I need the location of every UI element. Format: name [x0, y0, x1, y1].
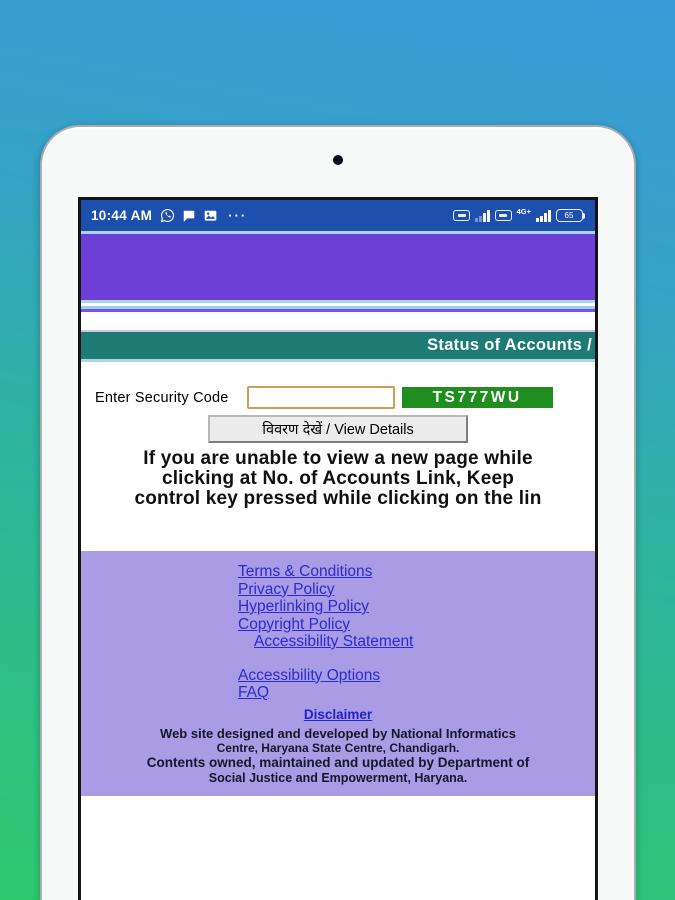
chat-bubble-icon	[182, 209, 196, 223]
footer-links-secondary	[81, 667, 595, 702]
footer-links	[81, 563, 595, 651]
notification-icons	[160, 208, 247, 223]
credit-line: Contents owned, maintained and updated by Department of	[146, 754, 530, 770]
link-terms-conditions[interactable]: Terms & Conditions	[238, 563, 373, 580]
security-code-label: Enter Security Code	[95, 389, 229, 406]
tablet-device-frame	[40, 125, 636, 900]
link-copyright-policy[interactable]: Copyright Policy	[238, 615, 350, 633]
status-bar-right	[453, 209, 585, 222]
sim1-badge-icon	[453, 210, 470, 221]
overflow-menu-icon: ···	[228, 208, 248, 223]
signal-bars-sim1-icon	[475, 210, 490, 222]
disclaimer-row	[81, 706, 595, 724]
credit-line: Centre, Haryana State Centre, Chandigarh.	[216, 740, 460, 755]
battery-percent: 65	[564, 211, 574, 220]
button-row	[81, 415, 595, 443]
security-code-input[interactable]	[247, 386, 395, 409]
sim2-badge-icon	[495, 210, 512, 221]
signal-bars-sim2-icon	[536, 210, 551, 222]
notice-line: control key pressed while clicking on the lin	[134, 488, 542, 509]
footer-credits	[81, 726, 595, 786]
credit-line: Web site designed and developed by National Informatics	[160, 725, 516, 741]
notice-line: clicking at No. of Accounts Link, Keep	[161, 468, 515, 489]
page-title-bar	[81, 332, 595, 359]
clock-time: 10:44 AM	[91, 208, 153, 223]
notice-text	[81, 449, 595, 509]
battery-icon	[556, 209, 586, 222]
divider-strip	[81, 359, 595, 362]
captcha-code-box: TS777WU	[402, 387, 553, 408]
link-accessibility-statement[interactable]: Accessibility Statement	[254, 633, 414, 650]
tablet-screen	[78, 197, 598, 900]
page-title: Status of Accounts /	[427, 336, 592, 354]
link-disclaimer[interactable]: Disclaimer	[303, 706, 373, 722]
network-type-label: 4G+	[516, 207, 531, 216]
whatsapp-icon	[160, 208, 175, 223]
security-code-form	[81, 386, 595, 409]
link-privacy-policy[interactable]: Privacy Policy	[238, 580, 335, 598]
spacer-band	[81, 312, 595, 330]
status-bar	[81, 200, 595, 231]
photo-icon	[203, 209, 218, 223]
credit-line: Social Justice and Empowerment, Haryana.	[208, 770, 468, 785]
front-camera-dot	[333, 155, 343, 165]
view-details-button[interactable]: विवरण देखें / View Details	[208, 415, 467, 443]
link-hyperlinking-policy[interactable]: Hyperlinking Policy	[238, 598, 369, 615]
link-faq[interactable]: FAQ	[238, 684, 270, 701]
notice-line: If you are unable to view a new page while	[143, 448, 533, 469]
page-header-banner	[81, 234, 595, 300]
page-footer	[81, 551, 595, 796]
link-accessibility-options[interactable]: Accessibility Options	[238, 666, 381, 684]
